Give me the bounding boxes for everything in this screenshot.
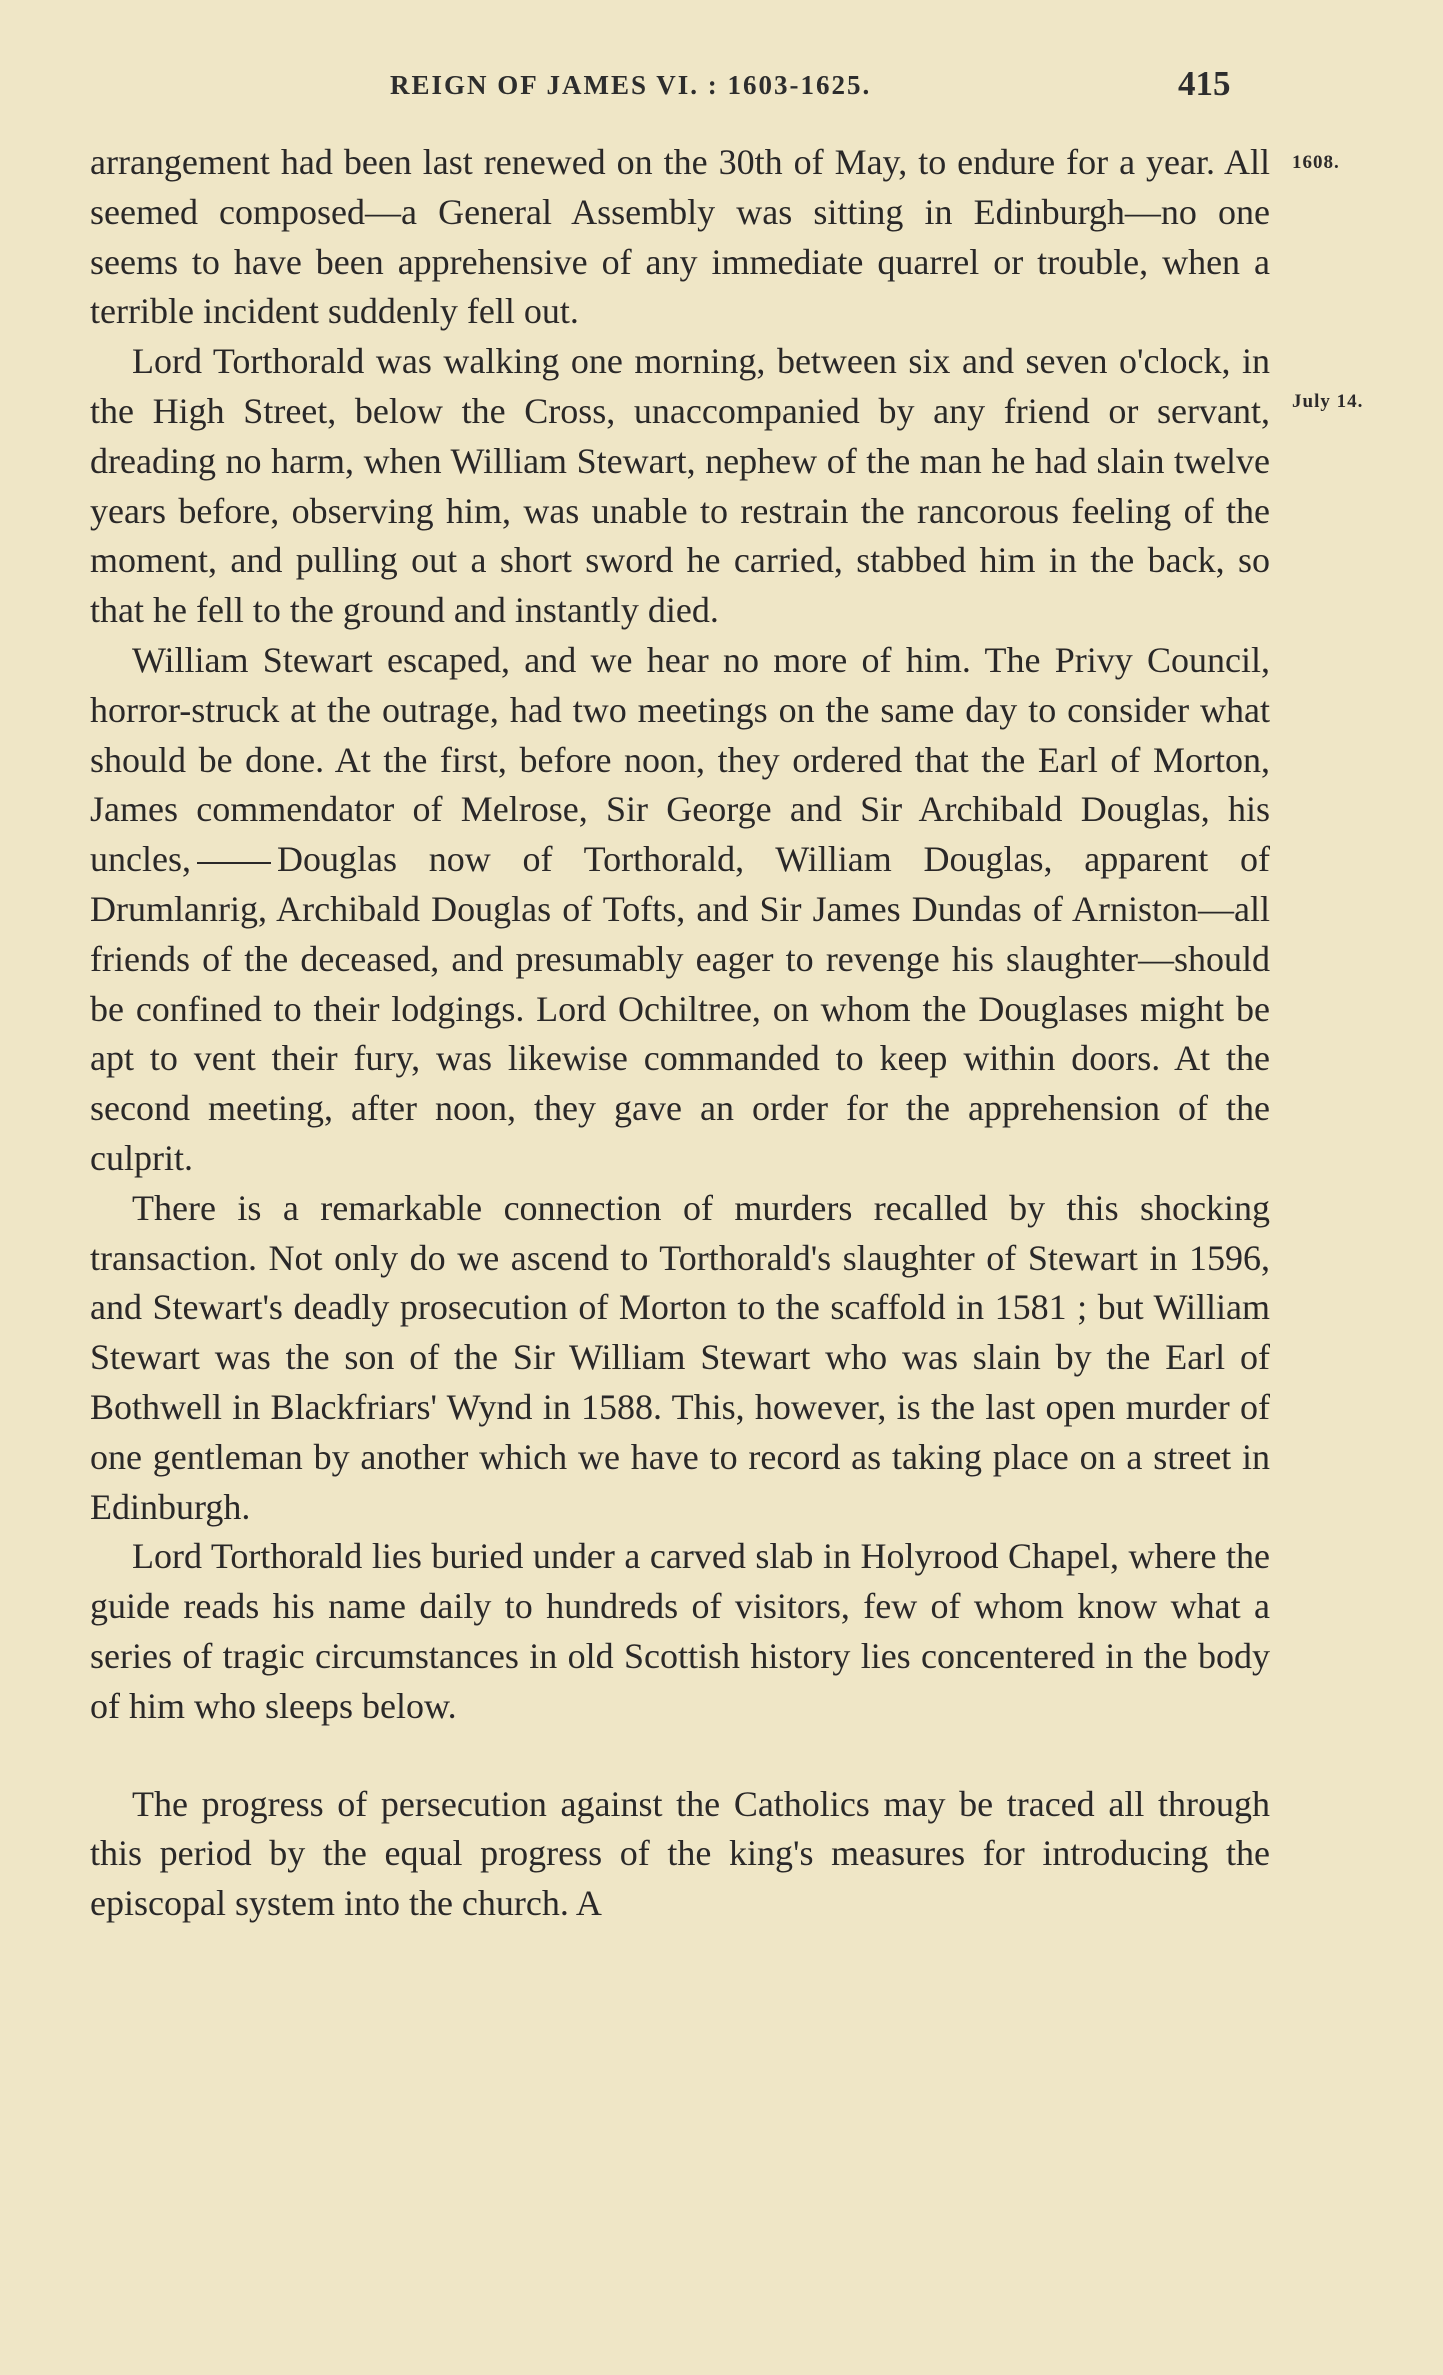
paragraph-3-part-2: Douglas now of Torthorald, William Douglas, apparent of Drumlanrig, Archibald Douglas of Tofts, and Sir James Dundas of Arniston—all friends of the deceased, and presumably eager to revenge his slaughter—should be confined to their lodgings. Lord Ochiltree, on whom the Douglases might be apt to vent their fury, was likewise commanded to keep within doors. At the second meeting, after noon, they gave an order for the apprehension of the culprit. <box>90 839 1270 1178</box>
running-head: REIGN OF JAMES VI. : 1603-1625. <box>390 70 872 100</box>
margin-note-date: July 14. <box>1292 391 1364 412</box>
paragraph-4: There is a remarkable connection of murders recalled by this shocking transaction. Not only do we ascend to Torthorald's slaughter of Stewart in 1596, and Stewart's deadly prosecution of Morton to the scaffold in 1581 ; but William Stewart was the son of the Sir William Stewart who was slain by the Earl of Bothwell in Blackfriars' Wynd in 1588. This, however, is the last open murder of one gentleman by another which we have to record as taking place on a street in Edinburgh. <box>90 1187 1270 1527</box>
paragraph-3 <box>90 636 1270 1184</box>
paragraph-2: Lord Torthorald was walking one morning, between six and seven o'clock, in the High Street, below the Cross, unaccompanied by any friend or servant, dreading no harm, when William Stewart, nephew of the man he had slain twelve years before, observing him, was unable to restrain the rancorous feeling of the moment, and pulling out a short sword he carried, stabbed him in the back, so that he fell to the ground and instantly died. <box>90 341 1270 631</box>
page-header <box>0 60 1443 120</box>
blank-dash <box>197 862 271 864</box>
paragraph-1: arrangement had been last renewed on the 30th of May, to endure for a year. All seemed composed—a General Assembly was sitting in Edinburgh—no one seems to have been apprehensive of any immediate quarrel or trouble, when a terrible incident suddenly fell out. <box>90 142 1270 332</box>
paragraph-5: Lord Torthorald lies buried under a carved slab in Holyrood Chapel, where the guide reads his name daily to hundreds of visitors, few of whom know what a series of tragic circumstances in old Scottish history lies concentered in the body of him who sleeps below. <box>90 1536 1270 1726</box>
margin-note-year: 1608. <box>1292 152 1340 173</box>
body-text <box>90 138 1270 1929</box>
paragraph-3-part-1: William Stewart escaped, and we hear no more of him. The Privy Council, horror-struck at the outrage, had two meetings on the same day to consider what should be done. At the first, before noon, they ordered that the Earl of Morton, James commendator of Melrose, Sir George and Sir Archibald Douglas, his uncles, <box>90 639 1270 880</box>
paragraph-6: The progress of persecution against the Catholics may be traced all through this period by the equal progress of the king's measures for introducing the episcopal system into the church. A <box>90 1783 1270 1924</box>
page-number: 415 <box>1178 64 1231 103</box>
